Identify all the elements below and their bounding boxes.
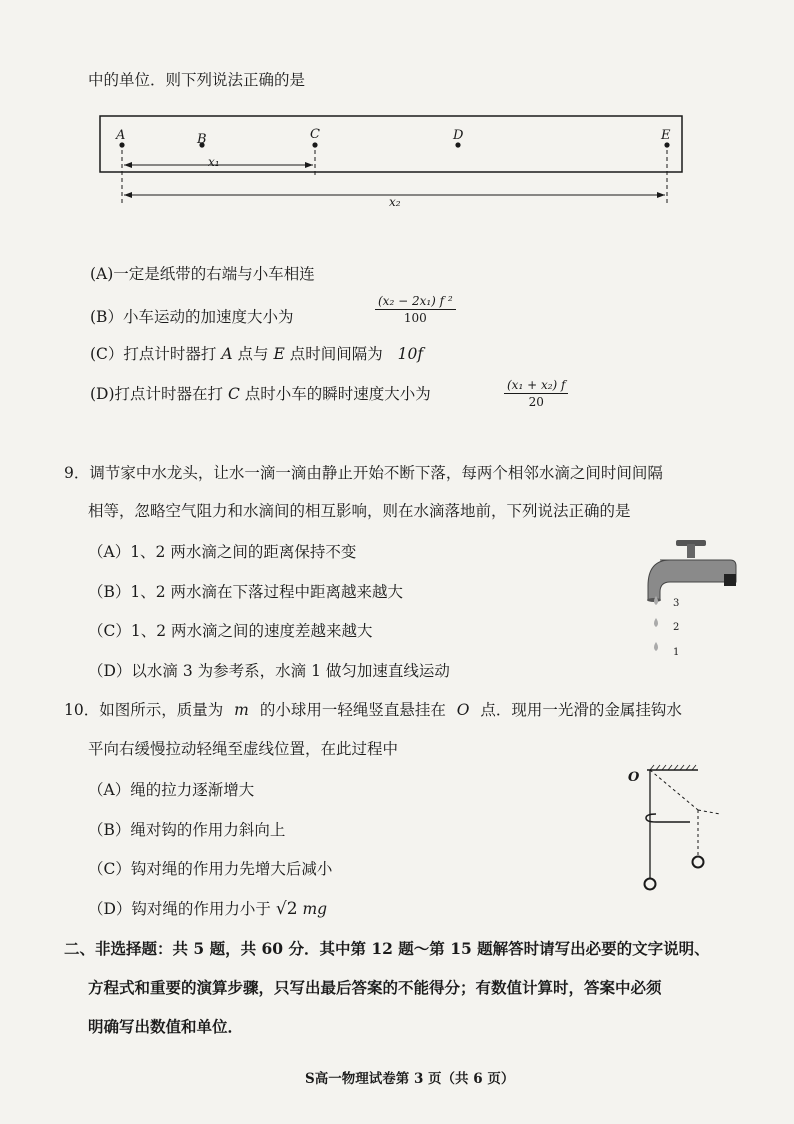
x1-label: x₁ bbox=[208, 155, 220, 169]
q10-option-a: （A）绳的拉力逐渐增大 bbox=[88, 781, 255, 799]
q8-b-numerator: (x₂ − 2x₁) f ² bbox=[375, 294, 456, 310]
q10-post: 点．现用一光滑的金属挂钩水 bbox=[480, 701, 682, 719]
q9-option-a: （A）1、2 两水滴之间的距离保持不变 bbox=[88, 543, 357, 561]
section2-line3: 明确写出数值和单位． bbox=[88, 1017, 244, 1036]
ball-initial bbox=[645, 879, 656, 890]
point-d-label: D bbox=[453, 128, 464, 143]
q9-option-b: （B）1、2 两水滴在下落过程中距离越来越大 bbox=[88, 583, 404, 601]
q10-pre: 10．如图所示，质量为 bbox=[64, 701, 224, 719]
q8-d-fraction bbox=[504, 378, 568, 409]
figure-point-o: O bbox=[628, 770, 640, 785]
q8-b-denominator: 100 bbox=[403, 311, 427, 325]
q9-stem-line2: 相等，忽略空气阻力和水滴间的相互影响，则在水滴落地前，下列说法正确的是 bbox=[88, 502, 631, 520]
q8-c-interval: 点时间间隔为 bbox=[289, 345, 383, 363]
point-b-label: B bbox=[197, 132, 207, 147]
x2-label: x₂ bbox=[389, 195, 401, 209]
q8-d-pre: (D)打点计时器在打 bbox=[90, 385, 224, 403]
pendulum-figure bbox=[630, 760, 750, 890]
q10-option-c: （C）钩对绳的作用力先增大后减小 bbox=[88, 860, 333, 878]
q8-option-b: (B）小车运动的加速度大小为 bbox=[90, 308, 294, 326]
q9-option-d: （D）以水滴 3 为参考系，水滴 1 做匀加速直线运动 bbox=[88, 662, 450, 680]
q9-stem-line1: 9．调节家中水龙头，让水一滴一滴由静止开始不断下落，每两个相邻水滴之间时间间隔 bbox=[64, 464, 663, 482]
q8-c-e: E bbox=[273, 345, 285, 363]
q8-option-c bbox=[90, 344, 423, 364]
q8-option-d bbox=[90, 384, 431, 404]
water-drop-2 bbox=[654, 618, 658, 627]
section2-line2: 方程式和重要的演算步骤，只写出最后答案的不能得分；有数值计算时，答案中必须 bbox=[88, 978, 662, 997]
q10-d-sqrt: √2 bbox=[275, 899, 298, 919]
tape-strip bbox=[100, 116, 682, 172]
q8-d-post: 点时小车的瞬时速度大小为 bbox=[244, 385, 431, 403]
drop-label-2: 2 bbox=[673, 622, 680, 633]
water-drop-1 bbox=[654, 642, 658, 651]
q8-d-numerator: (x₁ + x₂) f bbox=[504, 378, 568, 394]
q10-d-pre: （D）钩对绳的作用力小于 bbox=[88, 900, 271, 918]
q8-c-and: 点与 bbox=[237, 345, 269, 363]
q8-c-pre: (C）打点计时器打 bbox=[90, 345, 217, 363]
ball-final bbox=[693, 857, 704, 868]
q10-option-d bbox=[88, 899, 327, 919]
q8-option-a: (A)一定是纸带的右端与小车相连 bbox=[90, 265, 315, 283]
q8-d-c: C bbox=[227, 385, 240, 403]
q9-option-c: （C）1、2 两水滴之间的速度差越来越大 bbox=[88, 622, 373, 640]
q8-c-value: 10f bbox=[397, 345, 424, 363]
point-a-label: A bbox=[116, 128, 126, 143]
point-e-label: E bbox=[661, 128, 671, 143]
point-c-label: C bbox=[310, 127, 320, 142]
q10-stem-line2: 平向右缓慢拉动轻绳至虚线位置，在此过程中 bbox=[88, 740, 399, 758]
q10-mid: 的小球用一轻绳竖直悬挂在 bbox=[259, 701, 446, 719]
q8-d-denominator: 20 bbox=[528, 395, 544, 409]
hook bbox=[646, 814, 690, 822]
intro-text: 中的单位．则下列说法正确的是 bbox=[88, 71, 306, 89]
q10-option-b: （B）绳对钩的作用力斜向上 bbox=[88, 821, 286, 839]
section2-line1: 二、非选择题：共 5 题，共 60 分．其中第 12 题～第 15 题解答时请写出必要的文字说明、 bbox=[64, 939, 710, 958]
drop-label-3: 3 bbox=[673, 598, 680, 609]
page-footer: S高一物理试卷第 3 页（共 6 页） bbox=[305, 1071, 515, 1087]
q10-point-o: O bbox=[456, 701, 470, 719]
q10-mass: m bbox=[234, 701, 249, 719]
q8-b-fraction bbox=[375, 294, 456, 325]
q10-d-unit: mg bbox=[302, 900, 328, 918]
drop-label-1: 1 bbox=[673, 647, 680, 658]
q10-stem-line1 bbox=[64, 700, 682, 720]
faucet-figure bbox=[640, 530, 760, 670]
q8-c-a: A bbox=[221, 345, 233, 363]
